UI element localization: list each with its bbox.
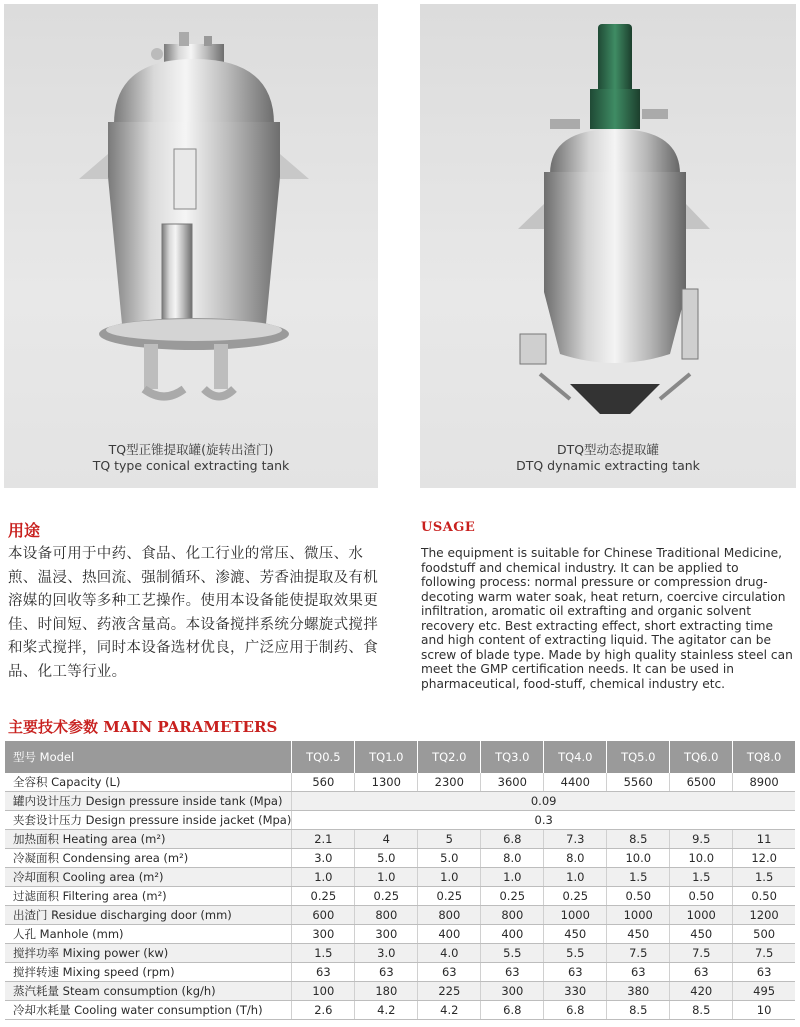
header-model: TQ0.5 [292,741,355,773]
row-label: 冷却面积 Cooling area (m²) [5,868,292,887]
table-cell: 4.0 [418,944,481,963]
table-row [5,944,795,963]
usage-title-en: USAGE [421,520,476,535]
table-cell: 63 [544,963,607,982]
table-cell: 100 [292,982,355,1001]
row-label: 过滤面积 Filtering area (m²) [5,887,292,906]
table-row [5,868,795,887]
header-model: TQ3.0 [481,741,544,773]
table-cell: 8.5 [607,1001,670,1020]
table-cell: 180 [355,982,418,1001]
table-cell: 4.2 [355,1001,418,1020]
table-cell: 0.25 [292,887,355,906]
table-cell: 495 [733,982,795,1001]
table-cell: 6.8 [544,1001,607,1020]
header-model: TQ5.0 [607,741,670,773]
table-cell: 5.5 [481,944,544,963]
table-cell: 2.1 [292,830,355,849]
table-cell: 1.0 [481,868,544,887]
table-cell: 63 [607,963,670,982]
product-caption-en: TQ type conical extracting tank [92,458,290,473]
table-cell: 6500 [670,773,733,792]
table-cell: 400 [481,925,544,944]
table-row [5,887,795,906]
table-cell: 10.0 [607,849,670,868]
table-row [5,982,795,1001]
table-cell: 1.0 [292,868,355,887]
table-row [5,830,795,849]
row-label: 蒸汽耗量 Steam consumption (kg/h) [5,982,292,1001]
table-cell: 7.5 [733,944,795,963]
header-model: TQ1.0 [355,741,418,773]
table-cell: 0.25 [544,887,607,906]
table-cell: 1.0 [544,868,607,887]
table-cell: 63 [481,963,544,982]
table-cell: 8900 [733,773,795,792]
product-caption-en: DTQ dynamic extracting tank [516,458,700,473]
table-cell: 330 [544,982,607,1001]
row-label: 搅拌转速 Mixing speed (rpm) [5,963,292,982]
table-cell: 300 [355,925,418,944]
row-label: 加热面积 Heating area (m²) [5,830,292,849]
table-cell: 1000 [670,906,733,925]
table-cell: 1.5 [292,944,355,963]
table-cell: 420 [670,982,733,1001]
table-cell: 0.09 [292,792,795,811]
table-cell: 5 [418,830,481,849]
table-cell: 63 [292,963,355,982]
parameters-table [5,741,795,1020]
header-model: TQ6.0 [670,741,733,773]
table-row [5,811,795,830]
row-label: 夹套设计压力 Design pressure inside jacket (Mpa) [5,811,292,830]
table-cell: 5560 [607,773,670,792]
table-cell: 500 [733,925,795,944]
table-cell: 8.5 [670,1001,733,1020]
table-cell: 1300 [355,773,418,792]
table-cell: 11 [733,830,795,849]
product-caption-cn: TQ型正锥提取罐(旋转出渣门) [108,442,274,457]
table-cell: 8.5 [607,830,670,849]
table-cell: 0.50 [670,887,733,906]
table-header-row [5,741,795,773]
table-cell: 9.5 [670,830,733,849]
table-cell: 600 [292,906,355,925]
table-cell: 1.5 [733,868,795,887]
table-row [5,773,795,792]
table-cell: 1.5 [670,868,733,887]
row-label: 冷却水耗量 Cooling water consumption (T/h) [5,1001,292,1020]
table-row [5,925,795,944]
dtq-tank-illustration [420,4,796,444]
table-cell: 5.0 [355,849,418,868]
header-model-label: 型号 Model [5,741,292,773]
table-cell: 7.3 [544,830,607,849]
row-label: 冷凝面积 Condensing area (m²) [5,849,292,868]
table-row [5,963,795,982]
table-cell: 7.5 [670,944,733,963]
header-model: TQ8.0 [733,741,795,773]
tq-tank-illustration [4,4,378,444]
usage-text-en: The equipment is suitable for Chinese Traditional Medicine, foodstuff and chemical industry. It can be applied to following process: normal pressure or compression drug-decoting warm water soak, heat return, coercive circulation infiltration, aromatic oil extrafting and organic solvent recovery etc. Best extracting effect, short extracting time and high content of extracting liquid. The agitator can be screw of blade type. Made by high quality stainless steel can meet the GMP certification needs. It can be used in pharmaceutical, food-stuff, chemical industry etc. [421,546,793,691]
product-caption-cn: DTQ型动态提取罐 [556,442,660,457]
row-label: 搅拌功率 Mixing power (kw) [5,944,292,963]
table-cell: 800 [481,906,544,925]
table-row [5,849,795,868]
product-photo-tq [4,4,378,488]
table-cell: 2300 [418,773,481,792]
table-cell: 63 [670,963,733,982]
usage-title-cn: 用途 [8,521,41,540]
table-cell: 6.8 [481,830,544,849]
table-cell: 800 [355,906,418,925]
table-cell: 450 [607,925,670,944]
table-cell: 8.0 [481,849,544,868]
parameters-table-body [5,773,795,1020]
table-cell: 6.8 [481,1001,544,1020]
table-cell: 3.0 [355,944,418,963]
table-cell: 300 [481,982,544,1001]
table-cell: 1.0 [418,868,481,887]
table-cell: 1000 [607,906,670,925]
table-row [5,1001,795,1020]
table-cell: 225 [418,982,481,1001]
row-label: 全容积 Capacity (L) [5,773,292,792]
table-cell: 5.0 [418,849,481,868]
table-cell: 63 [418,963,481,982]
table-cell: 400 [418,925,481,944]
product-photo-dtq [420,4,796,488]
table-cell: 0.50 [733,887,795,906]
table-cell: 8.0 [544,849,607,868]
table-cell: 10 [733,1001,795,1020]
table-cell: 1200 [733,906,795,925]
table-cell: 4.2 [418,1001,481,1020]
header-model: TQ4.0 [544,741,607,773]
table-cell: 380 [607,982,670,1001]
table-row [5,792,795,811]
table-cell: 4 [355,830,418,849]
table-cell: 1000 [544,906,607,925]
table-cell: 560 [292,773,355,792]
table-cell: 1.5 [607,868,670,887]
table-cell: 7.5 [607,944,670,963]
table-cell: 3600 [481,773,544,792]
table-cell: 0.25 [355,887,418,906]
table-cell: 0.25 [418,887,481,906]
table-cell: 63 [355,963,418,982]
table-row [5,906,795,925]
table-cell: 63 [733,963,795,982]
table-cell: 300 [292,925,355,944]
table-cell: 12.0 [733,849,795,868]
table-cell: 0.3 [292,811,795,830]
row-label: 罐内设计压力 Design pressure inside tank (Mpa) [5,792,292,811]
row-label: 出渣门 Residue discharging door (mm) [5,906,292,925]
table-cell: 0.25 [481,887,544,906]
table-cell: 450 [544,925,607,944]
header-model: TQ2.0 [418,741,481,773]
table-cell: 800 [418,906,481,925]
table-cell: 10.0 [670,849,733,868]
parameters-title: 主要技术参数 MAIN PARAMETERS [8,718,278,736]
table-cell: 450 [670,925,733,944]
table-cell: 2.6 [292,1001,355,1020]
table-cell: 1.0 [355,868,418,887]
table-cell: 4400 [544,773,607,792]
table-cell: 5.5 [544,944,607,963]
table-cell: 3.0 [292,849,355,868]
usage-text-cn: 本设备可用于中药、食品、化工行业的常压、微压、水煎、温浸、热回流、强制循环、渗漉、芳香油提取及有机溶媒的回收等多种工艺操作。使用本设备能使提取效果更佳、时间短、药液含量高。本设备搅拌系统分螺旋式搅拌和桨式搅拌，同时本设备选材优良，广泛应用于制药、食品、化工等行业。 [8,546,378,680]
table-cell: 0.50 [607,887,670,906]
row-label: 人孔 Manhole (mm) [5,925,292,944]
